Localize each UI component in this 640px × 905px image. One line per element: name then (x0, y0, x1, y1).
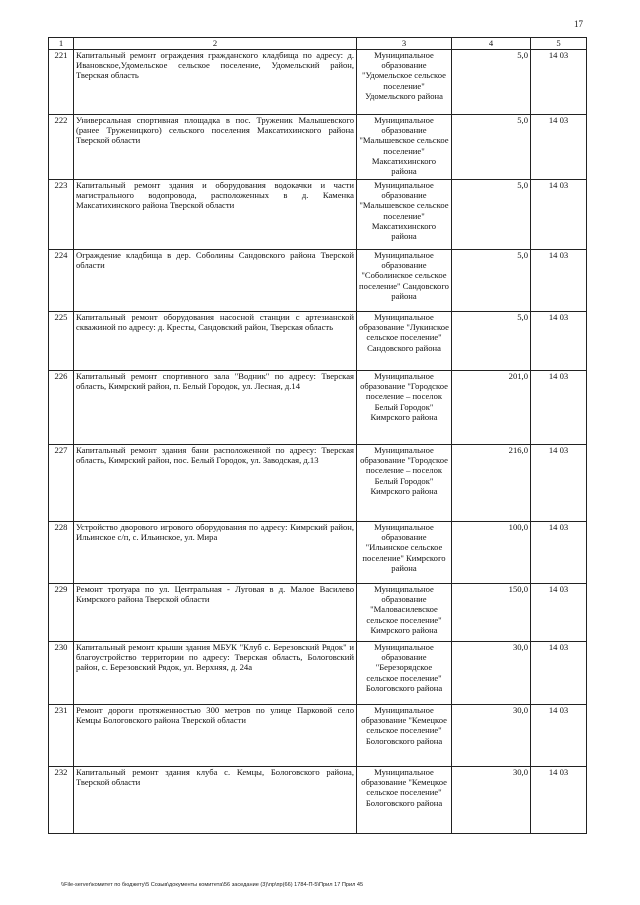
table-row (49, 642, 587, 705)
row-organization: Муниципальное образование "Соболинское сельское поселение" Сандовского района (357, 250, 452, 312)
table-row (49, 50, 587, 115)
row-description: Ремонт тротуара по ул. Центральная - Луговая в д. Малое Василево Кимрского района Тверской области (74, 584, 357, 642)
row-number: 231 (49, 705, 74, 767)
row-code: 14 03 (531, 250, 587, 312)
row-number: 223 (49, 180, 74, 250)
header-cell: 5 (531, 38, 587, 50)
row-amount: 5,0 (452, 250, 531, 312)
table-row (49, 445, 587, 522)
row-amount: 30,0 (452, 705, 531, 767)
row-code: 14 03 (531, 50, 587, 115)
row-number: 221 (49, 50, 74, 115)
row-amount: 100,0 (452, 522, 531, 584)
row-description: Капитальный ремонт крыши здания МБУК "Клуб с. Березовский Рядок" и благоустройство территории по адресу: Тверская область, Бологовский район, с. Березовский Рядок, ул. Верхняя, д. 24а (74, 642, 357, 705)
row-description: Капитальный ремонт ограждения гражданского кладбища по адресу: д. Ивановское,Удомельское сельское поселение, Удомельский район, Тверская область (74, 50, 357, 115)
header-cell: 2 (74, 38, 357, 50)
row-code: 14 03 (531, 180, 587, 250)
row-number: 222 (49, 115, 74, 180)
row-code: 14 03 (531, 445, 587, 522)
row-organization: Муниципальное образование "Малышевское сельское поселение" Максатихинского района (357, 115, 452, 180)
row-number: 229 (49, 584, 74, 642)
row-description: Универсальная спортивная площадка в пос. Труженик Малышевского (ранее Труженицкого) сельского поселения Максатихинского района Тверской области (74, 115, 357, 180)
table-row (49, 522, 587, 584)
row-amount: 201,0 (452, 371, 531, 445)
table-row (49, 312, 587, 371)
row-organization: Муниципальное образование "Лукинское сельское поселение" Сандовского района (357, 312, 452, 371)
row-description: Ограждение кладбища в дер. Соболины Сандовского района Тверской области (74, 250, 357, 312)
row-organization: Муниципальное образование "Маловасилевское сельское поселение" Кимрского района (357, 584, 452, 642)
row-description: Устройство дворового игрового оборудования по адресу: Кимрский район, Ильинское с/п, с. Ильинское, ул. Мира (74, 522, 357, 584)
row-code: 14 03 (531, 584, 587, 642)
table-row (49, 705, 587, 767)
row-organization: Муниципальное образование "Городское поселение – поселок Белый Городок" Кимрского района (357, 371, 452, 445)
row-number: 225 (49, 312, 74, 371)
row-organization: Муниципальное образование "Ильинское сельское поселение" Кимрского района (357, 522, 452, 584)
table-row (49, 180, 587, 250)
header-cell: 1 (49, 38, 74, 50)
row-number: 228 (49, 522, 74, 584)
row-code: 14 03 (531, 371, 587, 445)
row-description: Капитальный ремонт спортивного зала "Водник" по адресу: Тверская область, Кимрский район, п. Белый Городок, ул. Лесная, д.14 (74, 371, 357, 445)
table-row (49, 115, 587, 180)
row-number: 224 (49, 250, 74, 312)
row-description: Капитальный ремонт здания бани расположенной по адресу: Тверская область, Кимрский район, пос. Белый Городок, ул. Заводская, д.13 (74, 445, 357, 522)
row-amount: 5,0 (452, 50, 531, 115)
row-code: 14 03 (531, 312, 587, 371)
row-amount: 30,0 (452, 642, 531, 705)
header-cell: 3 (357, 38, 452, 50)
row-amount: 5,0 (452, 180, 531, 250)
row-number: 226 (49, 371, 74, 445)
table-row (49, 584, 587, 642)
row-code: 14 03 (531, 767, 587, 834)
table-row (49, 371, 587, 445)
row-code: 14 03 (531, 642, 587, 705)
row-amount: 216,0 (452, 445, 531, 522)
row-amount: 5,0 (452, 312, 531, 371)
row-amount: 30,0 (452, 767, 531, 834)
row-description: Капитальный ремонт здания клуба с. Кемцы, Бологовского района, Тверской области (74, 767, 357, 834)
row-organization: Муниципальное образование "Кемецкое сельское поселение" Бологовского района (357, 767, 452, 834)
row-organization: Муниципальное образование "Кемецкое сельское поселение" Бологовского района (357, 705, 452, 767)
row-organization: Муниципальное образование "Удомельское сельское поселение" Удомельского района (357, 50, 452, 115)
appropriations-table (48, 37, 587, 834)
row-code: 14 03 (531, 115, 587, 180)
row-code: 14 03 (531, 705, 587, 767)
row-description: Ремонт дороги протяженностью 300 метров по улице Парковой село Кемцы Бологовского района Тверской области (74, 705, 357, 767)
page-number: 17 (574, 19, 583, 29)
table-header-row (49, 38, 587, 50)
row-amount: 5,0 (452, 115, 531, 180)
row-organization: Муниципальное образование "Березорядское сельское поселение" Бологовского района (357, 642, 452, 705)
row-amount: 150,0 (452, 584, 531, 642)
header-cell: 4 (452, 38, 531, 50)
row-organization: Муниципальное образование "Малышевское сельское поселение" Максатихинского района (357, 180, 452, 250)
table-row (49, 767, 587, 834)
row-description: Капитальный ремонт здания и оборудования водокачки и части магистрального водопровода, расположенных в д. Каменка Максатихинского района Тверской области (74, 180, 357, 250)
row-description: Капитальный ремонт оборудования насосной станции с артезианской скважиной по адресу: д. Кресты, Сандовский район, Тверская область (74, 312, 357, 371)
row-organization: Муниципальное образование "Городское поселение – поселок Белый Городок" Кимрского района (357, 445, 452, 522)
row-code: 14 03 (531, 522, 587, 584)
row-number: 230 (49, 642, 74, 705)
table-row (49, 250, 587, 312)
row-number: 232 (49, 767, 74, 834)
row-number: 227 (49, 445, 74, 522)
file-path-footer: \\File-server\комитет по бюджету\5 Созыв\документы комитета\56 заседание (3)\пр\пр(66) 1784-П-5\Прил 17 Прил 45 (61, 882, 364, 888)
